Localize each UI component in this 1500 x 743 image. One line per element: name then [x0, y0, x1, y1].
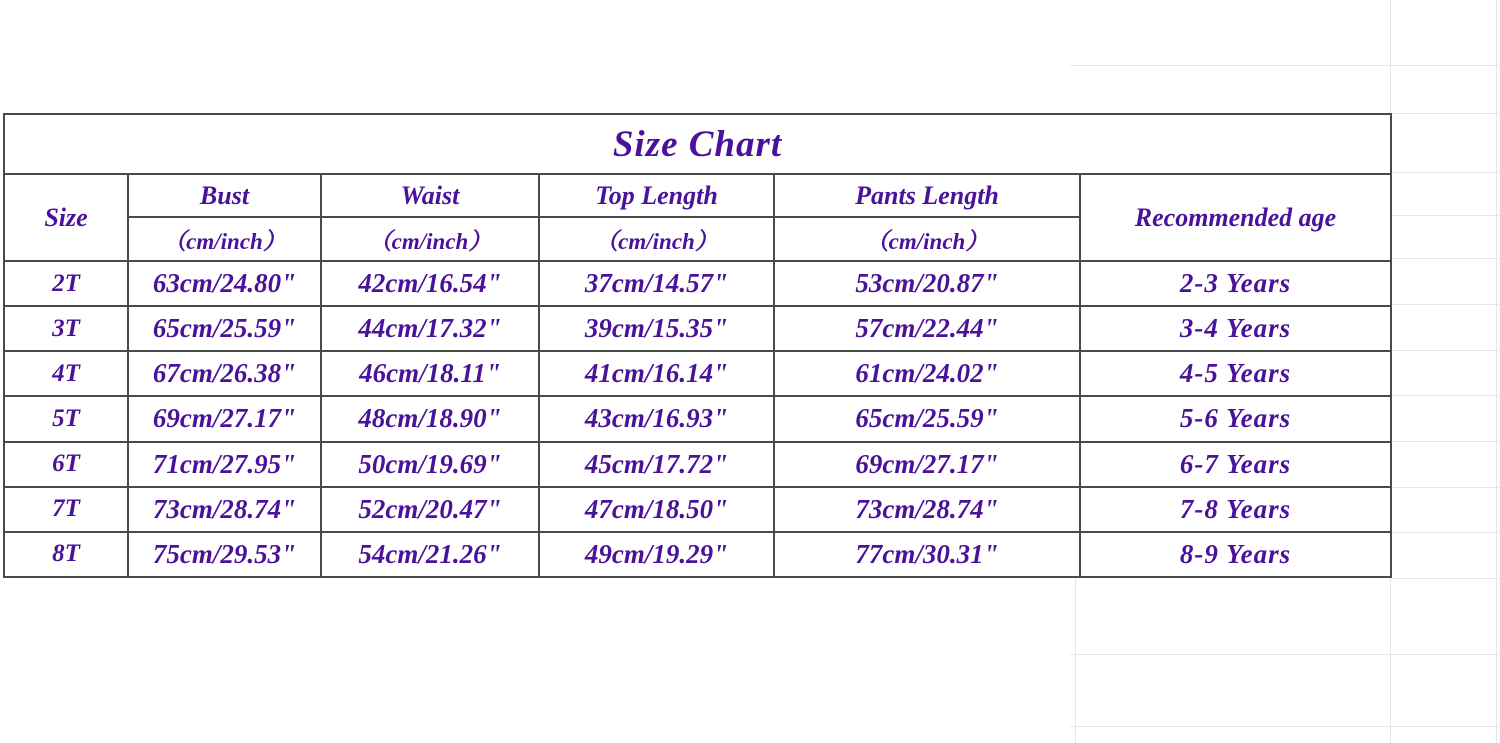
grid-line	[1390, 0, 1391, 113]
table-row	[4, 261, 1391, 306]
cell-top-length: 37cm/14.57"	[539, 261, 774, 306]
cell-age: 4-5 Years	[1080, 351, 1391, 396]
cell-pants-length: 57cm/22.44"	[774, 306, 1080, 351]
grid-line	[1390, 532, 1500, 533]
cell-age: 2-3 Years	[1080, 261, 1391, 306]
grid-line	[1390, 350, 1500, 351]
cell-size: 3T	[4, 306, 128, 351]
cell-waist: 50cm/19.69"	[321, 442, 539, 487]
cell-bust: 67cm/26.38"	[128, 351, 321, 396]
grid-line	[1390, 578, 1391, 743]
col-header-bust: Bust	[128, 174, 321, 217]
cell-top-length: 43cm/16.93"	[539, 396, 774, 441]
cell-top-length: 47cm/18.50"	[539, 487, 774, 532]
col-header-pants-length: Pants Length	[774, 174, 1080, 217]
col-subheader-bust-unit: （cm/inch）	[128, 217, 321, 261]
cell-size: 7T	[4, 487, 128, 532]
size-chart-table	[3, 113, 1392, 578]
cell-waist: 46cm/18.11"	[321, 351, 539, 396]
cell-age: 3-4 Years	[1080, 306, 1391, 351]
cell-pants-length: 73cm/28.74"	[774, 487, 1080, 532]
grid-line	[1390, 215, 1500, 216]
title-row	[4, 114, 1391, 174]
table-row	[4, 396, 1391, 441]
cell-size: 5T	[4, 396, 128, 441]
col-header-size: Size	[4, 174, 128, 261]
cell-size: 8T	[4, 532, 128, 577]
cell-waist: 48cm/18.90"	[321, 396, 539, 441]
cell-pants-length: 53cm/20.87"	[774, 261, 1080, 306]
cell-waist: 44cm/17.32"	[321, 306, 539, 351]
col-subheader-pants-length-unit: （cm/inch）	[774, 217, 1080, 261]
cell-bust: 71cm/27.95"	[128, 442, 321, 487]
col-header-waist: Waist	[321, 174, 539, 217]
cell-pants-length: 77cm/30.31"	[774, 532, 1080, 577]
cell-size: 6T	[4, 442, 128, 487]
cell-pants-length: 61cm/24.02"	[774, 351, 1080, 396]
cell-top-length: 45cm/17.72"	[539, 442, 774, 487]
cell-age: 8-9 Years	[1080, 532, 1391, 577]
grid-line	[1070, 65, 1500, 66]
grid-line	[1390, 395, 1500, 396]
grid-line	[1075, 578, 1076, 743]
cell-size: 2T	[4, 261, 128, 306]
cell-age: 6-7 Years	[1080, 442, 1391, 487]
cell-bust: 63cm/24.80"	[128, 261, 321, 306]
col-subheader-top-length-unit: （cm/inch）	[539, 217, 774, 261]
cell-size: 4T	[4, 351, 128, 396]
cell-age: 7-8 Years	[1080, 487, 1391, 532]
grid-line	[1390, 441, 1500, 442]
cell-age: 5-6 Years	[1080, 396, 1391, 441]
grid-line	[1390, 113, 1500, 114]
cell-bust: 69cm/27.17"	[128, 396, 321, 441]
cell-top-length: 39cm/15.35"	[539, 306, 774, 351]
grid-line	[1070, 726, 1500, 727]
cell-bust: 73cm/28.74"	[128, 487, 321, 532]
cell-top-length: 41cm/16.14"	[539, 351, 774, 396]
grid-line	[1496, 0, 1497, 743]
header-row-labels	[4, 174, 1391, 217]
table-row	[4, 487, 1391, 532]
cell-waist: 54cm/21.26"	[321, 532, 539, 577]
page-title: Size Chart	[4, 114, 1391, 174]
cell-waist: 52cm/20.47"	[321, 487, 539, 532]
cell-pants-length: 65cm/25.59"	[774, 396, 1080, 441]
table-row	[4, 306, 1391, 351]
col-header-recommended-age: Recommended age	[1080, 174, 1391, 261]
cell-pants-length: 69cm/27.17"	[774, 442, 1080, 487]
grid-line	[1390, 304, 1500, 305]
table-row	[4, 442, 1391, 487]
cell-top-length: 49cm/19.29"	[539, 532, 774, 577]
grid-line	[1390, 172, 1500, 173]
grid-line	[1390, 487, 1500, 488]
grid-line	[1390, 578, 1500, 579]
table-row	[4, 351, 1391, 396]
col-header-top-length: Top Length	[539, 174, 774, 217]
grid-line	[1390, 258, 1500, 259]
cell-bust: 75cm/29.53"	[128, 532, 321, 577]
col-subheader-waist-unit: （cm/inch）	[321, 217, 539, 261]
cell-bust: 65cm/25.59"	[128, 306, 321, 351]
grid-line	[1070, 654, 1500, 655]
cell-waist: 42cm/16.54"	[321, 261, 539, 306]
table-row	[4, 532, 1391, 577]
